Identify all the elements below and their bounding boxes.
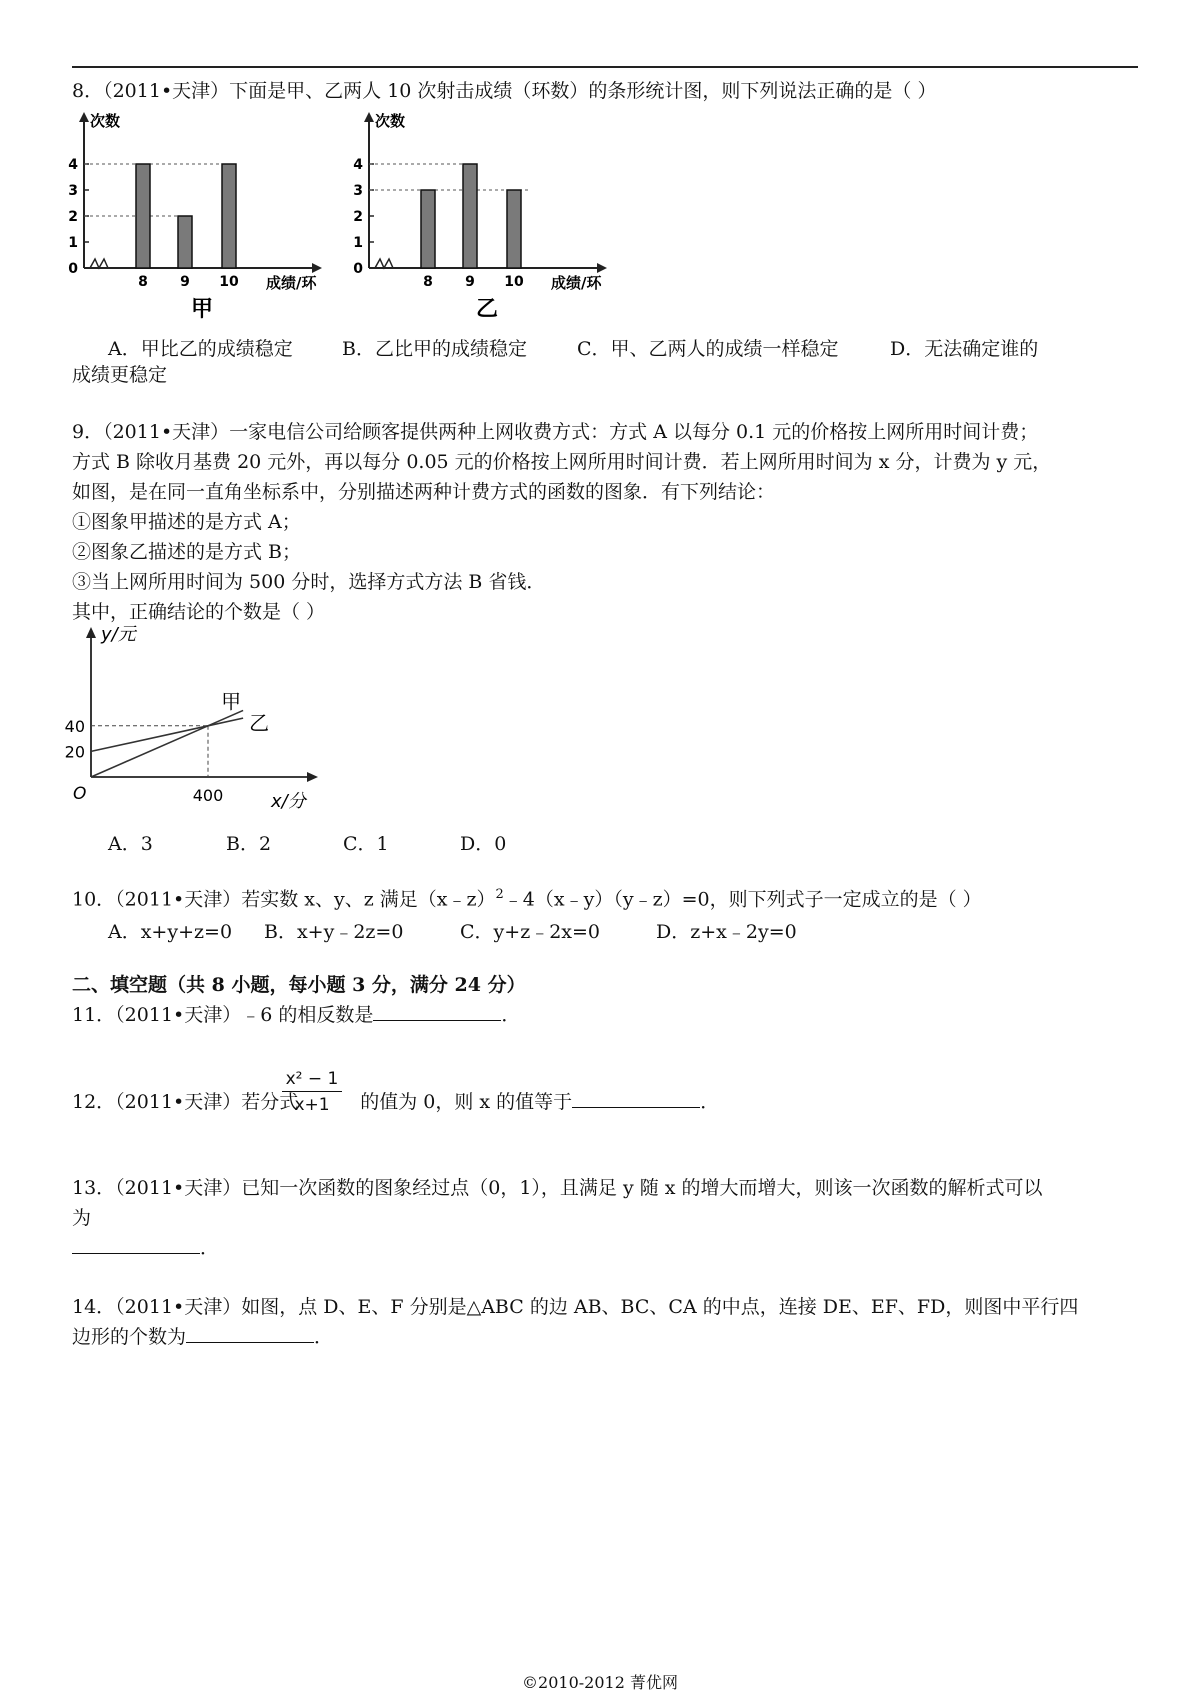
q8-stem: 8．（2011•天津）下面是甲、乙两人 10 次射击成绩（环数）的条形统计图，则下列说法正确的是（ ） (72, 80, 937, 102)
q12-answer-blank[interactable] (572, 1091, 700, 1108)
bar-chart-yi (345, 108, 635, 330)
y-tick-label: 4 (68, 157, 78, 173)
q9-option-b[interactable]: B．2 (226, 833, 272, 855)
y-tick-label: 0 (68, 261, 78, 277)
series-line-jia (91, 710, 243, 777)
axis-break-mark (375, 259, 393, 268)
series-label-jia: 甲 (221, 689, 242, 714)
q11-stem: 11．（2011•天津）﹣6 的相反数是 (72, 1004, 374, 1026)
bar-chart-jia (60, 108, 350, 330)
y-tick-label: 2 (353, 209, 363, 225)
q9-line1: 9．（2011•天津）一家电信公司给顾客提供两种上网收费方式：方式 A 以每分 0.1 元的价格按上网所用时间计费； (72, 421, 1039, 443)
bar-8 (421, 190, 435, 268)
y-axis-label: 次数 (375, 112, 406, 130)
q12-numerator: x² − 1 (282, 1069, 342, 1092)
q9-conclusion-2: ②图象乙描述的是方式 B； (72, 541, 302, 563)
y-tick-label: 4 (353, 157, 363, 173)
bar-9 (463, 164, 477, 268)
q10-stem (72, 887, 982, 912)
x-axis-label: 成绩/环 (551, 274, 602, 292)
q9-option-d[interactable]: D．0 (460, 833, 507, 855)
q9-conclusion-1: ①图象甲描述的是方式 A； (72, 511, 301, 533)
q10-stem-a: 10．（2011•天津）若实数 x、y、z 满足（x﹣z） (72, 888, 496, 911)
q9-option-c[interactable]: C．1 (343, 833, 389, 855)
line-graph-q9 (55, 622, 345, 817)
y-tick-label: 40 (64, 716, 85, 736)
q14-stem: 边形的个数为 (72, 1326, 187, 1348)
bar-10 (507, 190, 521, 268)
y-axis-arrow (79, 112, 89, 122)
q11-end: ． (501, 1004, 521, 1026)
footer-copyright: ©2010-2012 菁优网 (522, 1673, 678, 1692)
bar-10 (222, 164, 236, 268)
x-tick-label: 400 (192, 786, 224, 805)
q13-line3 (72, 1237, 219, 1261)
chart-caption: 甲 (190, 297, 214, 322)
q12-end: ． (700, 1091, 720, 1113)
q13-line1: 13．（2011•天津）已知一次函数的图象经过点（0，1），且满足 y 随 x 的增大而增大，则该一次函数的解析式可以 (72, 1177, 1043, 1199)
origin-label: O (73, 784, 87, 804)
q12-stem-a: 12．（2011•天津）若分式 (72, 1091, 299, 1113)
q9-line2: 方式 B 除收月基费 20 元外，再以每分 0.05 元的价格按上网所用时间计费．若上网所用时间为 x 分，计费为 y 元， (72, 451, 1052, 473)
x-tick-label: 10 (219, 274, 239, 290)
header-rule (72, 66, 1138, 68)
x-axis-arrow (597, 263, 607, 273)
x-tick-label: 9 (465, 274, 475, 290)
q12-fraction (282, 1069, 342, 1115)
section-heading: 二、填空题（共 8 小题，每小题 3 分，满分 24 分） (72, 974, 526, 996)
q12-stem-b: 的值为 0，则 x 的值等于 (360, 1091, 573, 1113)
q11 (72, 1004, 520, 1028)
y-tick-label: 2 (68, 209, 78, 225)
q13-line2: 为 (72, 1207, 92, 1229)
series-line-yi (91, 718, 243, 751)
q8-option-d-cont: 成绩更稳定 (72, 364, 168, 386)
q10-option-d[interactable]: D．z+x﹣2y=0 (656, 921, 797, 943)
q9-ask: 其中，正确结论的个数是（ ） (72, 601, 326, 623)
x-tick-label: 8 (423, 274, 433, 290)
q10-option-a[interactable]: A．x+y+z=0 (108, 921, 233, 943)
q10-stem-b: ﹣4（x﹣y）（y﹣z）=0，则下列式子一定成立的是（ ） (503, 888, 982, 911)
y-axis-label: y/元 (101, 624, 136, 645)
q12 (72, 1091, 719, 1115)
x-tick-label: 9 (180, 274, 190, 290)
q10-option-b[interactable]: B．x+y﹣2z=0 (264, 921, 404, 943)
q9-conclusion-3: ③当上网所用时间为 500 分时，选择方式方法 B 省钱． (72, 571, 546, 593)
y-axis-arrow (86, 627, 96, 638)
y-tick-label: 1 (68, 235, 78, 251)
x-tick-label: 10 (504, 274, 524, 290)
q13-answer-blank[interactable] (72, 1237, 200, 1254)
y-axis-arrow (364, 112, 374, 122)
q14-end: ． (314, 1326, 334, 1348)
q9-option-a[interactable]: A．3 (108, 833, 153, 855)
q13-end: ． (200, 1237, 220, 1259)
y-tick-label: 3 (68, 183, 78, 199)
q12-denominator: x+1 (294, 1095, 330, 1115)
y-tick-label: 3 (353, 183, 363, 199)
x-axis-arrow (307, 772, 318, 782)
q10-option-c[interactable]: C．y+z﹣2x=0 (460, 921, 601, 943)
q8-option-a[interactable]: A．甲比乙的成绩稳定 (108, 338, 293, 360)
q8-option-d[interactable]: D．无法确定谁的 (890, 338, 1039, 360)
q14-line2 (72, 1326, 333, 1350)
q8-option-c[interactable]: C．甲、乙两人的成绩一样稳定 (577, 338, 839, 360)
bar-8 (136, 164, 150, 268)
y-axis-label: 次数 (90, 112, 121, 130)
chart-caption: 乙 (475, 297, 499, 322)
q9-line3: 如图，是在同一直角坐标系中，分别描述两种计费方式的函数的图象．有下列结论： (72, 481, 776, 503)
q8-option-b[interactable]: B．乙比甲的成绩稳定 (342, 338, 527, 360)
x-tick-label: 8 (138, 274, 148, 290)
y-tick-label: 20 (64, 742, 85, 762)
y-tick-label: 1 (353, 235, 363, 251)
bar-9 (178, 216, 192, 268)
q14-line1: 14．（2011•天津）如图，点 D、E、F 分别是△ABC 的边 AB、BC、CA 的中点，连接 DE、EF、FD，则图中平行四 (72, 1296, 1079, 1318)
q10-exponent: 2 (495, 887, 504, 902)
y-tick-label: 0 (353, 261, 363, 277)
x-axis-arrow (312, 263, 322, 273)
q11-answer-blank[interactable] (373, 1004, 501, 1021)
q14-answer-blank[interactable] (186, 1326, 314, 1343)
series-label-yi: 乙 (249, 711, 270, 736)
axis-break-mark (90, 259, 108, 268)
x-axis-label: x/分 (271, 791, 306, 812)
x-axis-label: 成绩/环 (266, 274, 317, 292)
